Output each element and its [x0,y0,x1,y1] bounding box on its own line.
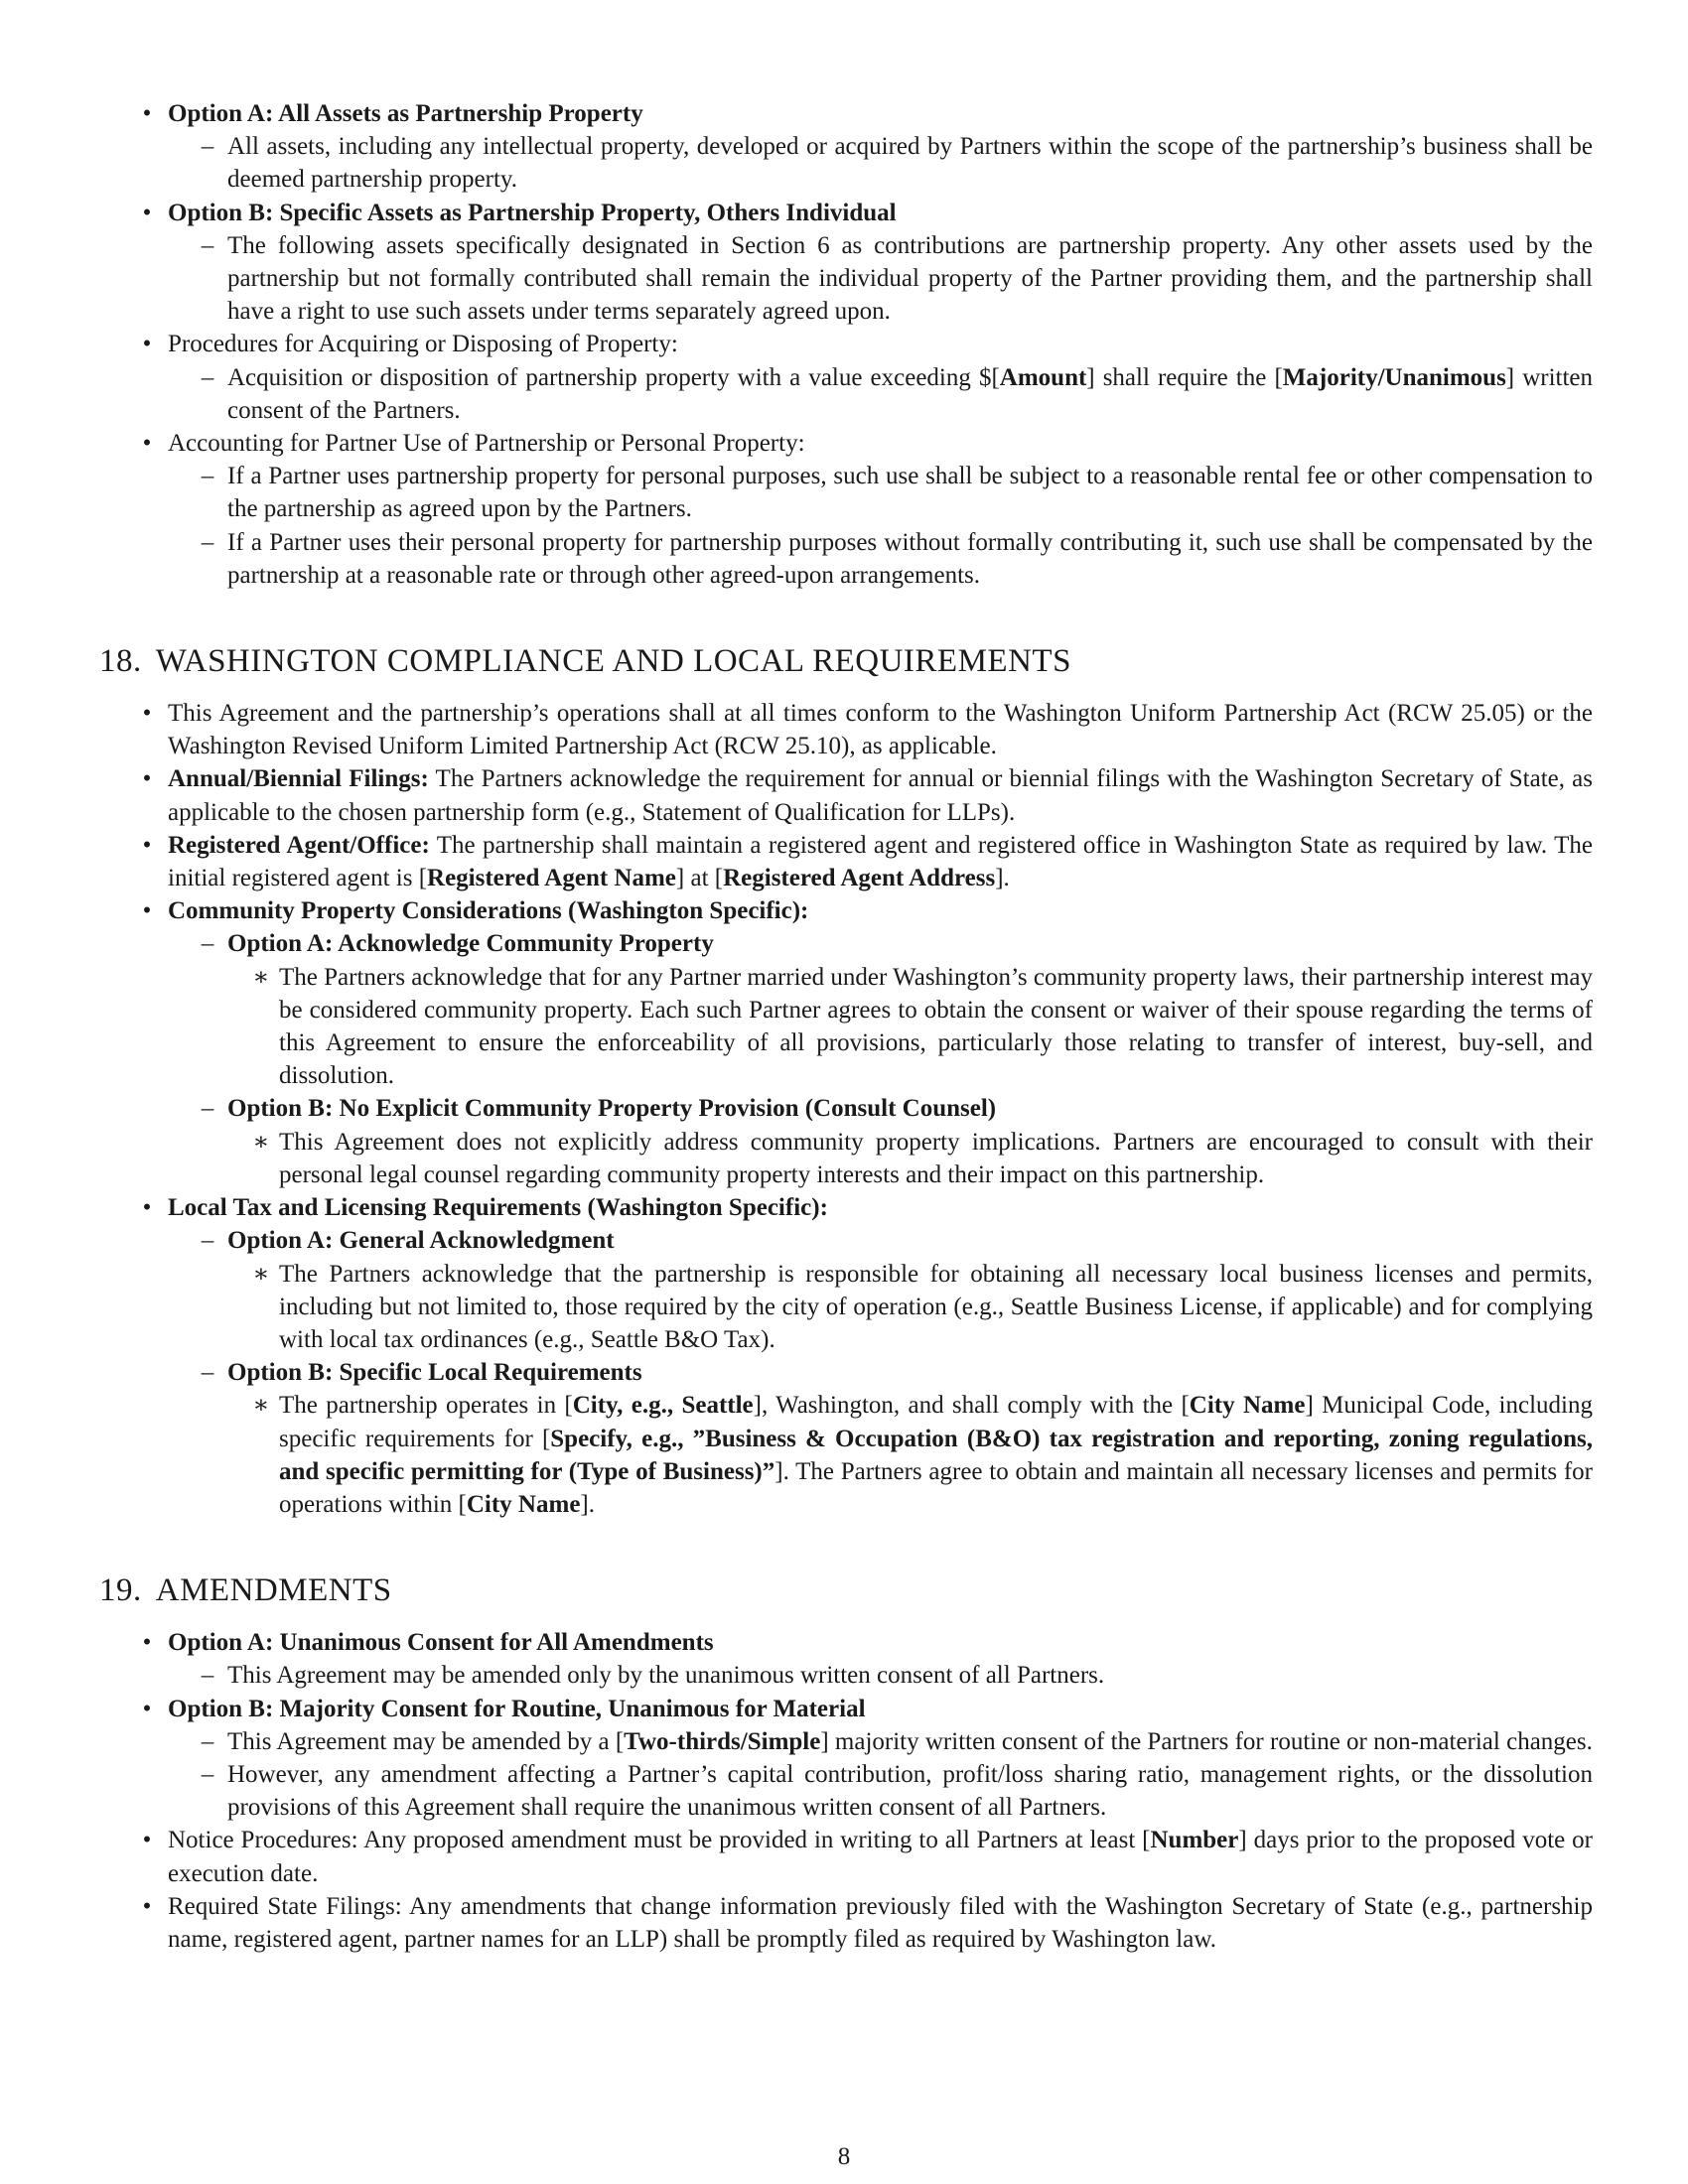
page-number: 8 [837,2143,851,2170]
item-text: This Agreement may be amended only by the unanimous written consent of all Partners. [227,1662,1105,1690]
item-text: However, any amendment affecting a Partner’s capital contribution, profit/loss sharing ratio, management rights, or the dissolution provisions of this Agreement shall require the unanimous written consent of all Partners. [227,1760,1593,1822]
list-item [168,526,1593,592]
option-heading: Option B: Majority Consent for Routine, Unanimous for Material [168,1695,866,1722]
dash-icon: – [201,1095,214,1123]
item-text: ]. The Partners agree to obtain and maintain all necessary licenses and permits for operations within [ [279,1457,1594,1518]
sub-list [168,1224,1593,1521]
item-text: If a Partner uses partnership property for personal purposes, such use shall be subject to a reasonable rental fee or other compensation to the partnership as agreed upon by the Partners. [227,463,1593,523]
item-text: All assets, including any intellectual property, developed or acquired by Partners within the scope of the partnership’s business shall be deemed partnership property. [227,133,1593,194]
dash-icon: – [201,1227,214,1255]
item-text: This Agreement does not explicitly address community property implications. Partners are encouraged to consult with their personal legal counsel regarding community property interests and their impact on this partnership. [279,1128,1593,1188]
list-item [168,1758,1593,1824]
bullet-icon: • [142,1892,152,1920]
list-item [99,697,1593,762]
list-item [168,1224,1593,1356]
item-text: ] shall require the [ [1086,363,1283,391]
dash-icon: – [201,1662,214,1690]
sub-list [168,361,1593,427]
sub-list [168,130,1593,196]
item-text: Accounting for Partner Use of Partnership or Personal Property: [168,430,805,458]
item-text: ]. [995,865,1010,892]
sub-list [168,229,1593,329]
dash-icon: – [201,1760,214,1788]
sub-sub-list [227,1126,1593,1191]
item-text: Acquisition or disposition of partnership property with a value exceeding $[ [227,363,1000,391]
dash-icon: – [201,463,214,490]
bullet-icon: • [142,1695,152,1722]
list-item [99,1191,1593,1521]
list-item [99,1890,1593,1956]
section-number: 18. [99,643,142,680]
sub-list [168,1659,1593,1692]
section-number: 19. [99,1572,142,1609]
option-heading: Option A: Unanimous Consent for All Amendments [168,1629,714,1657]
item-text: ] majority written consent of the Partners for routine or non-material changes. [820,1727,1593,1755]
placeholder-field: Two-thirds/Simple [624,1727,821,1755]
dash-icon: – [201,231,214,259]
placeholder-field: City Name [466,1490,581,1518]
compliance-list [99,697,1593,1521]
list-item [99,97,1593,197]
item-text: ] at [ [675,865,724,892]
asterisk-icon: ∗ [252,1260,270,1288]
bullet-icon: • [142,897,152,925]
list-item [168,1092,1593,1191]
item-label: Local Tax and Licensing Requirements (Washington Specific): [168,1194,828,1222]
list-item [168,229,1593,329]
item-text: ], Washington, and shall comply with the [ [753,1392,1190,1420]
section-heading-19 [99,1570,1593,1610]
list-item [227,1389,1593,1521]
item-text: The Partners acknowledge that the partnership is responsible for obtaining all necessary local business licenses and permits, including but not limited to, those required by the city of operation (e.g., Seattle Business License, if applicable) and for complying with local tax ordinances (e.g., Seattle B&O Tax). [279,1260,1593,1353]
list-item [99,762,1593,828]
item-label: Registered Agent/Office: [168,831,430,859]
list-item [99,328,1593,427]
list-item [168,361,1593,427]
bullet-icon: • [142,1827,152,1854]
placeholder-field: Specify, e.g., ”Business & Occupation (B&O) tax registration and reporting, zoning regulations, and specific permitting for (Type of Business)” [279,1425,1593,1485]
bullet-icon: • [142,430,152,458]
sub-list [168,460,1593,592]
item-text: This Agreement and the partnership’s operations shall at all times conform to the Washington Uniform Partnership Act (RCW 25.05) or the Washington Revised Uniform Limited Partnership Act (RCW 25.10), as applicable. [168,700,1593,760]
sub-sub-list [227,961,1593,1093]
item-text: The partnership operates in [ [279,1392,573,1420]
item-text: ] written consent of the Partners. [227,363,1594,424]
item-text: ] Municipal Code, including specific requirements for [ [279,1392,1593,1452]
bullet-icon: • [142,100,152,127]
section-title: WASHINGTON COMPLIANCE AND LOCAL REQUIREMENTS [155,643,1071,680]
bullet-icon: • [142,1194,152,1222]
item-text: The following assets specifically designated in Section 6 as contributions are partnership property. Any other assets used by the partnership but not formally contributed shall remain the individual property of the Partner providing them, and the partnership shall have a right to use such assets under terms separately agreed upon. [227,231,1593,326]
sub-sub-list [227,1258,1593,1357]
option-heading: Option B: No Explicit Community Property Provision (Consult Counsel) [227,1095,997,1123]
amendments-list [99,1626,1593,1956]
item-text: This Agreement may be amended by a [ [227,1727,625,1755]
item-label: Annual/Biennial Filings: [168,765,429,793]
item-label: Community Property Considerations (Washington Specific): [168,897,809,925]
option-heading: Option B: Specific Local Requirements [227,1359,642,1387]
sub-sub-list [227,1389,1593,1521]
list-item [168,1659,1593,1692]
item-text: The Partners acknowledge the requirement for annual or biennial filings with the Washington Secretary of State, as applicable to the chosen partnership form (e.g., Statement of Qualification for LLPs). [168,765,1594,826]
property-list [99,97,1593,592]
placeholder-field: City, e.g., Seattle [572,1392,754,1420]
list-item [99,829,1593,894]
bullet-icon: • [142,831,152,859]
list-item [99,427,1593,592]
dash-icon: – [201,1359,214,1387]
item-text: The Partners acknowledge that for any Partner married under Washington’s community property laws, their partnership interest may be considered community property. Each such Partner agrees to obtain the consent or waiver of their spouse regarding the terms of this Agreement to ensure the enforceability of all provisions, particularly those relating to transfer of interest, buy-sell, and dissolution. [279,963,1593,1090]
dash-icon: – [201,133,214,161]
list-item [99,197,1593,329]
option-heading: Option A: General Acknowledgment [227,1227,615,1255]
placeholder-field: Number [1150,1827,1239,1854]
list-item [99,1693,1593,1825]
item-text: Notice Procedures: Any proposed amendment must be provided in writing to all Partners at least [ [168,1827,1151,1854]
sub-list [168,927,1593,1191]
asterisk-icon: ∗ [252,963,270,991]
list-item [99,894,1593,1191]
placeholder-field: City Name [1189,1392,1306,1420]
bullet-icon: • [142,700,152,728]
option-heading: Option B: Specific Assets as Partnership Property, Others Individual [168,199,897,226]
list-item [227,1126,1593,1191]
dash-icon: – [201,528,214,556]
option-heading: Option A: All Assets as Partnership Property [168,100,643,127]
option-heading: Option A: Acknowledge Community Property [227,930,714,958]
asterisk-icon: ∗ [252,1392,270,1420]
section-title: AMENDMENTS [155,1572,392,1609]
sub-list [168,1725,1593,1825]
placeholder-field: Amount [999,363,1087,391]
list-item [168,130,1593,196]
list-item [227,961,1593,1093]
list-item [227,1258,1593,1357]
item-text: ]. [580,1490,595,1518]
list-item [168,927,1593,1092]
dash-icon: – [201,363,214,391]
item-text: The partnership shall maintain a registered agent and registered office in Washington State as required by law. The initial registered agent is [ [168,831,1593,892]
item-text: If a Partner uses their personal property for partnership purposes without formally contributing it, such use shall be compensated by the partnership at a reasonable rate or through other agreed-upon arrangements. [227,528,1593,589]
placeholder-field: Registered Agent Name [427,865,676,892]
dash-icon: – [201,930,214,958]
list-item [168,460,1593,525]
dash-icon: – [201,1727,214,1755]
section-heading-18 [99,641,1593,681]
bullet-icon: • [142,1629,152,1657]
list-item [168,1356,1593,1521]
bullet-icon: • [142,331,152,358]
placeholder-field: Majority/Unanimous [1282,363,1506,391]
list-item [99,1824,1593,1889]
asterisk-icon: ∗ [252,1128,270,1156]
item-text: Procedures for Acquiring or Disposing of Property: [168,331,678,358]
bullet-icon: • [142,199,152,226]
list-item [99,1626,1593,1692]
item-text: ] days prior to the proposed vote or execution date. [168,1827,1593,1887]
bullet-icon: • [142,765,152,793]
placeholder-field: Registered Agent Address [723,865,996,892]
item-text: Required State Filings: Any amendments that change information previously filed with the Washington Secretary of State (e.g., partnership name, registered agent, partner names for an LLP) shall be promptly filed as required by Washington law. [168,1892,1593,1953]
list-item [168,1725,1593,1758]
